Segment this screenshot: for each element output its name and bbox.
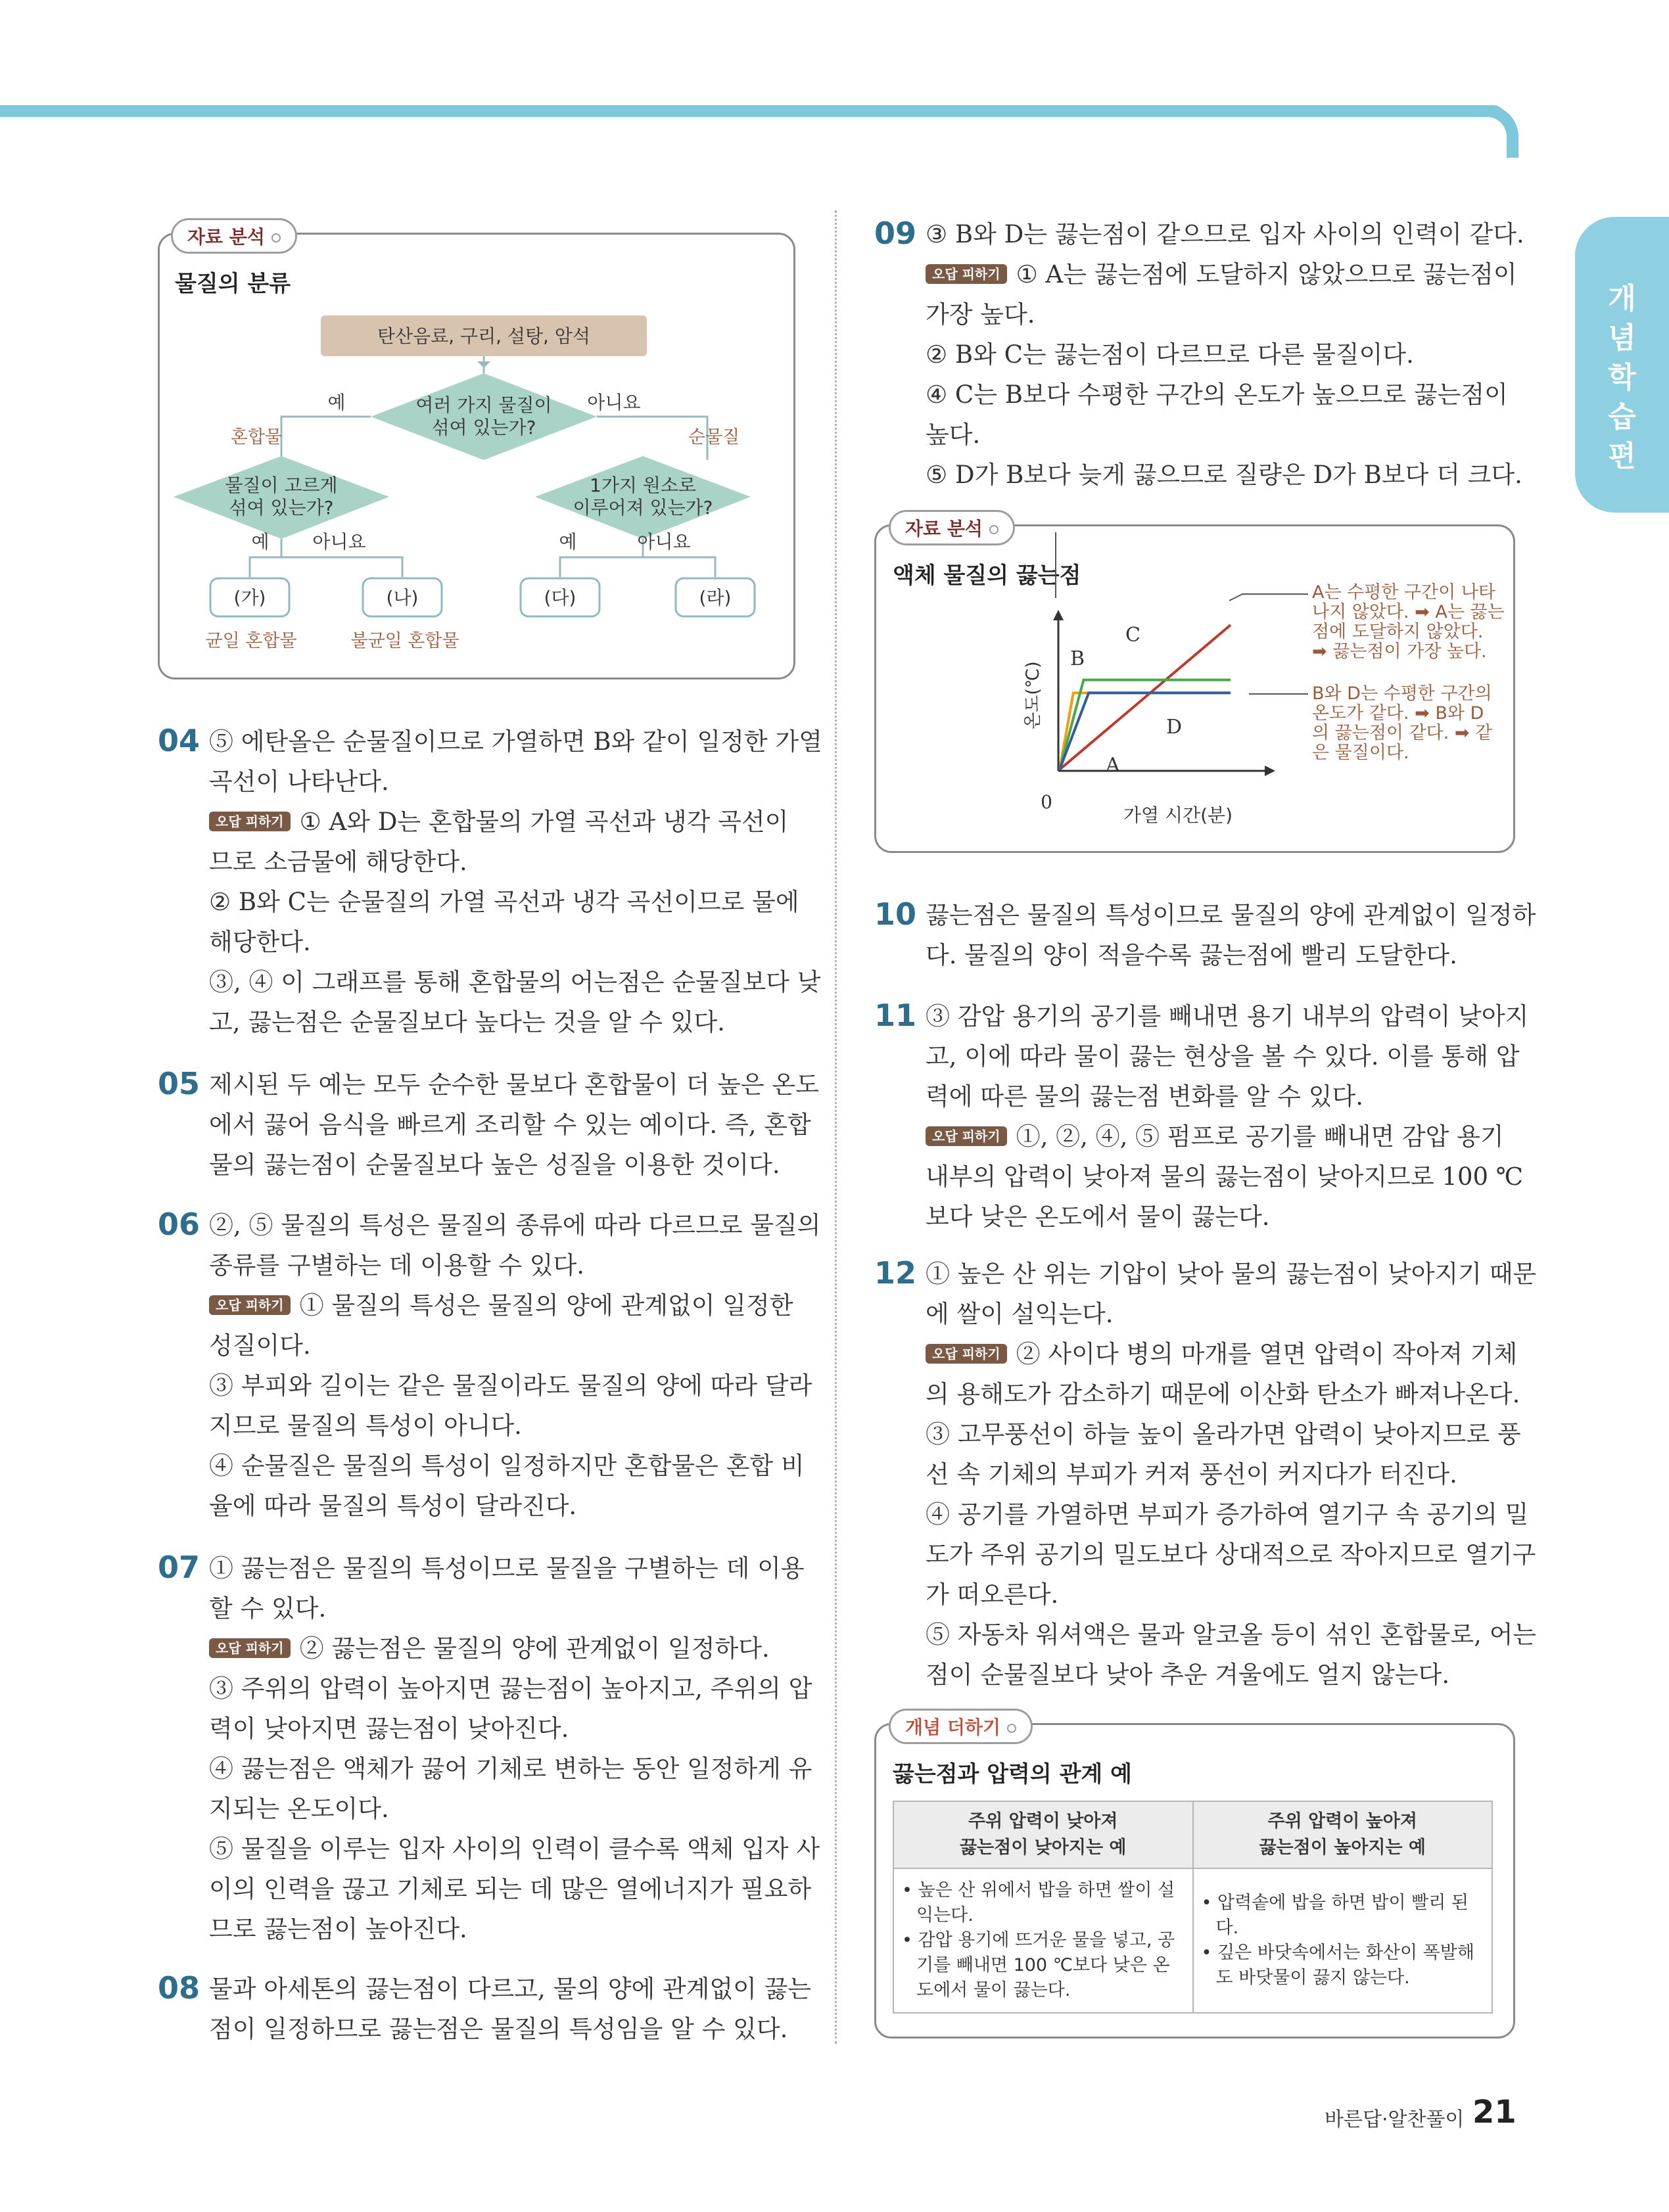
note-bd-line: 온도가 같다. ➡ B와 D [1312,703,1484,724]
curve-label-a: A [1106,754,1120,777]
answer-line: 종류를 구별하는 데 이용할 수 있다. [209,1251,584,1279]
question-number: 07 [158,1550,200,1585]
answer-line: 할 수 있다. [209,1594,327,1623]
yes-label: 예 [251,531,270,553]
answer-line: 점이 순물질보다 낮아 추운 겨울에도 얼지 않는다. [926,1661,1450,1689]
curve-label-d: D [1166,716,1183,739]
side-tab-char: 학 [1608,361,1636,394]
answer-line: 지므로 물질의 특성이 아니다. [209,1412,522,1440]
answer-line: ③, ④ 이 그래프를 통해 혼합물의 어는점은 순물질보다 낮 [209,968,821,996]
answer-line: 가장 높다. [926,300,1035,329]
wrong-answer-badge: 오답 피하기 [926,1344,1007,1364]
wrong-answer-badge: 오답 피하기 [209,1295,291,1315]
answer-line: ④ 순물질은 물질의 특성이 일정하지만 혼합물은 혼합 비 [209,1452,805,1480]
answer-line: 다. 물질의 양이 적을수록 끓는점에 빨리 도달한다. [926,941,1457,969]
answer-line: ② B와 C는 순물질의 가열 곡선과 냉각 곡선이므로 물에 [209,888,799,916]
answer-text: ② 끓는점은 물질의 양에 관계없이 일정하다. [299,1634,770,1663]
answer-line: 지되는 온도이다. [209,1795,389,1823]
tag-label: 자료 분석 [187,226,265,248]
series-line-a [1060,625,1231,770]
list-item: • 깊은 바닷속에서는 화산이 폭발해도 바닷물이 끓지 않는다. [1201,1943,1474,1988]
x-axis-label: 가열 시간(분) [1123,804,1233,826]
top-bar-corner [1487,105,1518,158]
tag-label: 자료 분석 [905,518,983,540]
side-tab [1575,217,1669,513]
leaf-na: (나) [386,587,419,609]
leaf-da: (다) [544,587,576,609]
answer-line: ④ 끓는점은 액체가 끓어 기체로 변하는 동안 일정하게 유 [209,1755,812,1783]
answer-05 [209,1065,819,1185]
answer-line: 제시된 두 예는 모두 순수한 물보다 혼합물이 더 높은 온도 [209,1071,819,1099]
answer-04 [209,722,822,1042]
yes-label: 예 [559,531,577,553]
answer-08 [209,1969,812,2049]
answer-09 [926,214,1524,495]
note-a-line: 나지 않았다. ➡ A는 끓는 [1312,602,1505,622]
answer-line: ③ 감압 용기의 공기를 빼내면 용기 내부의 압력이 낮아지 [926,1002,1529,1030]
y-axis-label: 온도(℃) [1023,661,1043,729]
answer-line: 내부의 압력이 낮아져 물의 끓는점이 낮아지므로 100 ℃ [926,1163,1524,1191]
box-title: 액체 물질의 끓는점 [893,563,1081,589]
table-header [893,1801,1193,1868]
answer-line: 끓는점은 물질의 특성이므로 물질의 양에 관계없이 일정하 [926,901,1536,929]
footer-label: 바른답·알찬풀이 [1325,2108,1465,2131]
q1-line2: 섞여 있는가? [431,417,536,438]
answer-line: 보다 낮은 온도에서 물이 끓는다. [926,1203,1270,1231]
answer-line: ③ 고무풍선이 하늘 높이 올라가면 압력이 낮아지므로 풍 [926,1420,1521,1448]
x-axis-arrow [1265,766,1275,776]
answer-line [926,254,1517,294]
answer-line: 곡선이 나타난다. [209,768,389,796]
table-cell [1193,1868,1493,2013]
answer-line: ③ B와 D는 끓는점이 같으므로 입자 사이의 인력이 같다. [926,220,1524,248]
answer-line: 력에 따른 물의 끓는점 변화를 알 수 있다. [926,1082,1363,1111]
box-title: 물질의 분류 [175,271,291,297]
table-cell [893,1868,1193,2013]
answer-text: ①, ②, ④, ⑤ 펌프로 공기를 빼내면 감압 용기 [1016,1122,1504,1151]
answer-line: ② B와 C는 끓는점이 다르므로 다른 물질이다. [926,340,1414,369]
root-text: 탄산음료, 구리, 설탕, 암석 [377,325,590,347]
note-bd-line: B와 D는 수평한 구간의 [1312,683,1492,704]
no-label: 아니요 [587,392,641,413]
answer-line: 고, 이에 따라 물이 끓는 현상을 볼 수 있다. 이를 통해 압 [926,1042,1520,1071]
question-number: 04 [158,723,200,758]
question-number: 05 [158,1066,200,1101]
answer-line [926,1117,1517,1157]
q2-line1: 물질이 고르게 [225,474,338,496]
list-item: • 높은 산 위에서 밥을 하면 쌀이 설익는다. [902,1880,1175,1925]
answer-line [209,1628,801,1669]
note-a-line: A는 수평한 구간이 나타 [1312,582,1495,603]
curve-label-b: B [1070,647,1085,670]
question-number: 10 [874,896,917,932]
answer-line: ⑤ D가 B보다 늦게 끓으므로 질량은 D가 B보다 더 크다. [926,461,1522,489]
answer-line: 므로 끓는점이 높아진다. [209,1915,467,1943]
boiling-pressure-table [893,1801,1493,2014]
heterogeneous-mixture-label: 불균일 혼합물 [350,631,459,651]
answer-line: 에 쌀이 설익는다. [926,1300,1114,1328]
answer-text: ① A는 끓는점에 도달하지 않았으므로 끓는점이 [1016,260,1517,288]
pure-substance-label: 순물질 [688,427,740,448]
answer-line: 선 속 기체의 부피가 커져 풍선이 커지다가 터진다. [926,1460,1457,1488]
answer-line [209,1285,801,1325]
header-line: 주위 압력이 낮아져 [968,1811,1118,1832]
answer-07 [209,1548,820,1949]
table-header [1193,1801,1493,1868]
curve-label-c: C [1125,624,1140,647]
question-number: 09 [874,216,917,251]
answer-06 [209,1205,821,1526]
answer-12 [926,1254,1537,1695]
box-title: 끓는점과 압력의 관계 예 [893,1761,1132,1787]
answer-line: 에서 끓어 음식을 빠르게 조리할 수 있는 예이다. 즉, 혼합 [209,1111,811,1139]
side-tab-char: 습 [1608,400,1636,434]
answer-line: 물과 아세톤의 끓는점이 다르고, 물의 양에 관계없이 끓는 [209,1975,812,2003]
answer-line: ① 높은 산 위는 기압이 낮아 물의 끓는점이 낮아지기 때문 [926,1260,1537,1288]
top-bar [0,105,1505,117]
answer-line: ③ 주위의 압력이 높아지면 끓는점이 높아지고, 주위의 압 [209,1674,812,1703]
question-number: 11 [874,998,917,1033]
yes-label: 예 [327,392,346,413]
answer-line: 이의 인력을 끊고 기체로 되는 데 많은 열에너지가 필요하 [209,1875,812,1903]
answer-line: ④ C는 B보다 수평한 구간의 온도가 높으므로 끓는점이 [926,380,1508,409]
list-item: • 압력솥에 밥을 하면 밥이 빨리 된다. [1201,1893,1469,1938]
answer-text: ① 물질의 특성은 물질의 양에 관계없이 일정한 [299,1291,793,1320]
answer-line: 성질이다. [209,1331,311,1360]
answer-line: ① 끓는점은 물질의 특성이므로 물질을 구별하는 데 이용 [209,1554,805,1582]
question-number: 12 [874,1255,917,1291]
origin-label: 0 [1041,791,1052,813]
answer-11 [926,996,1529,1237]
wrong-answer-badge: 오답 피하기 [209,812,291,831]
answer-line: ⑤ 에탄올은 순물질이므로 가열하면 B와 같이 일정한 가열 [209,727,822,756]
answer-line: 고, 끓는점은 순물질보다 높다는 것을 알 수 있다. [209,1008,725,1036]
answer-line: ⑤ 물질을 이루는 입자 사이의 인력이 클수록 액체 입자 사 [209,1835,820,1863]
note-a-line: 점에 도달하지 않았다. [1312,622,1484,642]
leaf-ra: (라) [699,587,732,609]
answer-10 [926,895,1536,975]
q3-line1: 1가지 원소로 [590,474,696,496]
answer-line [209,802,801,842]
mixture-label: 혼합물 [230,427,283,448]
answer-line: ③ 부피와 길이는 같은 물질이라도 물질의 양에 따라 달라 [209,1371,812,1400]
answer-line: 물의 끓는점이 순물질보다 높은 성질을 이용한 것이다. [209,1151,780,1179]
answer-text: ② 사이다 병의 마개를 열면 압력이 작아져 기체 [1016,1340,1518,1368]
answer-line: ②, ⑤ 물질의 특성은 물질의 종류에 따라 다르므로 물질의 [209,1211,821,1239]
answer-line: 높다. [926,421,981,449]
note-bd-line: 의 끓는점이 같다. ➡ 같 [1312,723,1493,743]
header-line: 끓는점이 낮아지는 예 [959,1837,1127,1858]
concept-plus-tag [889,1709,1033,1744]
boiling-point-chart [874,524,1515,853]
list-item: • 감압 용기에 뜨거운 물을 넣고, 공기를 빼내면 100 ℃보다 낮은 온도에서 물이 끓는다. [902,1930,1175,2000]
chart-series-group [1060,625,1231,770]
answer-line: 율에 따라 물질의 특성이 달라진다. [209,1492,577,1520]
answer-line: 해당한다. [209,928,311,956]
header-line: 끓는점이 높아지는 예 [1259,1837,1426,1858]
answer-line: 가 떠오른다. [926,1580,1059,1609]
answer-line: 의 용해도가 감소하기 때문에 이산화 탄소가 빠져나온다. [926,1380,1520,1408]
wrong-answer-badge: 오답 피하기 [926,1126,1007,1146]
answer-line: ⑤ 자동차 워셔액은 물과 알코올 등이 섞인 혼합물로, 어는 [926,1621,1537,1649]
question-number: 08 [158,1970,200,2006]
wrong-answer-badge: 오답 피하기 [926,264,1007,284]
note-a-line: ➡ 끓는점이 가장 높다. [1312,641,1487,662]
answer-text: ① A와 D는 혼합물의 가열 곡선과 냉각 곡선이 [299,808,789,836]
classification-flowchart [158,233,795,680]
leader-line-a [1229,594,1308,601]
no-label: 아니요 [312,531,366,553]
answer-line: 점이 일정하므로 끓는점은 물질의 특성임을 알 수 있다. [209,2015,788,2043]
answer-line: 므로 소금물에 해당한다. [209,848,467,876]
column-divider [835,210,837,2044]
answer-line: 도가 주위 공기의 밀도보다 상대적으로 작아지므로 열기구 [926,1540,1536,1569]
answer-line: ④ 공기를 가열하면 부피가 증가하여 열기구 속 공기의 밀 [926,1500,1529,1529]
wrong-answer-badge: 오답 피하기 [209,1638,291,1658]
side-tab-char: 편 [1608,440,1636,473]
no-label: 아니요 [637,531,691,553]
tag-label: 개념 더하기 [905,1717,1000,1738]
q2-line2: 섞여 있는가? [229,497,334,518]
side-tab-char: 개 [1608,282,1636,315]
series-line-d [1060,693,1231,770]
question-number: 06 [158,1207,200,1242]
q1-line1: 여러 가지 물질이 [415,394,552,416]
answer-line: 력이 낮아지면 끓는점이 낮아진다. [209,1715,569,1743]
header-line: 주위 압력이 높아져 [1267,1811,1417,1832]
homogeneous-mixture-label: 균일 혼합물 [205,631,297,651]
note-bd-line: 은 물질이다. [1312,743,1409,763]
answer-line [926,1334,1517,1374]
q3-line2: 이루어져 있는가? [573,497,713,518]
leaf-ga: (가) [233,587,266,609]
page-number: 21 [1472,2094,1516,2131]
y-axis-arrow [1053,610,1064,620]
side-tab-char: 념 [1608,321,1636,355]
